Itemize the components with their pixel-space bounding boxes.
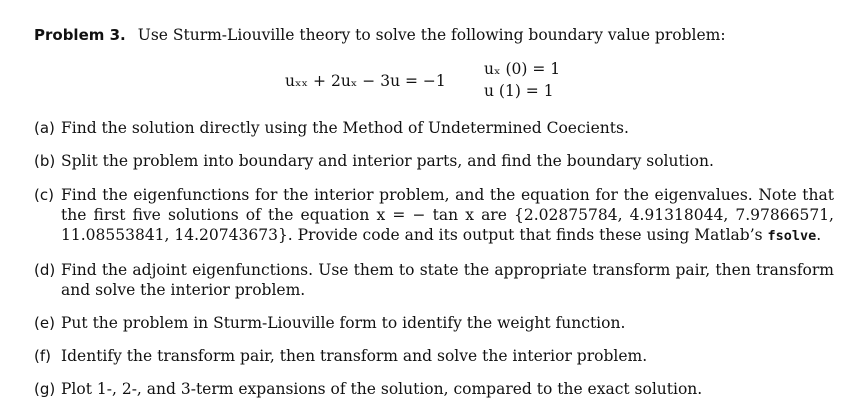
part-d [34,260,834,300]
code-fsolve: fsolve [767,228,817,244]
part-tag: (b) [34,152,56,170]
part-text: Split the problem into boundary and interior parts, and find the boundary solution. [61,152,714,170]
boundary-condition-2: u (1) = 1 [484,82,554,100]
problem-intro: Use Sturm-Liouville theory to solve the following boundary value problem: [137,26,726,44]
part-f [34,346,834,366]
part-text [61,185,834,246]
part-text: Put the problem in Sturm-Liouville form to identify the weight function. [61,314,626,332]
boundary-condition-1: uₓ (0) = 1 [484,60,561,78]
part-tag: (f) [34,347,51,365]
part-tag: (d) [34,261,56,279]
equation-block [0,58,859,108]
ode-equation: uₓₓ + 2uₓ − 3u = −1 [285,72,446,90]
part-c-text-pre: Find the eigenfunctions for the interior problem, and the equation for the eigenvalues. Note that the first five solutions of the equation x = − tan x are {2.02875784, 4.91318044, 7.97866571, 11.08553841, 14.20743673}. Provide code and its output that finds these using Matlab’s [61,186,834,244]
problem-heading [34,24,726,46]
part-c-text-post: . [816,226,822,244]
part-c [34,185,834,246]
part-text: Find the solution directly using the Method of Undetermined Coecients. [61,119,629,137]
part-tag: (a) [34,119,55,137]
part-text: Plot 1-, 2-, and 3-term expansions of the solution, compared to the exact solution. [61,380,703,398]
part-text: Identify the transform pair, then transform and solve the interior problem. [61,347,648,365]
part-tag: (e) [34,314,55,332]
part-tag: (c) [34,186,54,204]
part-a [34,118,834,138]
part-g [34,379,834,399]
part-text: Find the adjoint eigenfunctions. Use them to state the appropriate transform pair, then transform and solve the interior problem. [61,261,834,299]
problem-label: Problem 3. [34,26,126,44]
part-e [34,313,834,333]
part-b [34,151,834,171]
part-tag: (g) [34,380,56,398]
